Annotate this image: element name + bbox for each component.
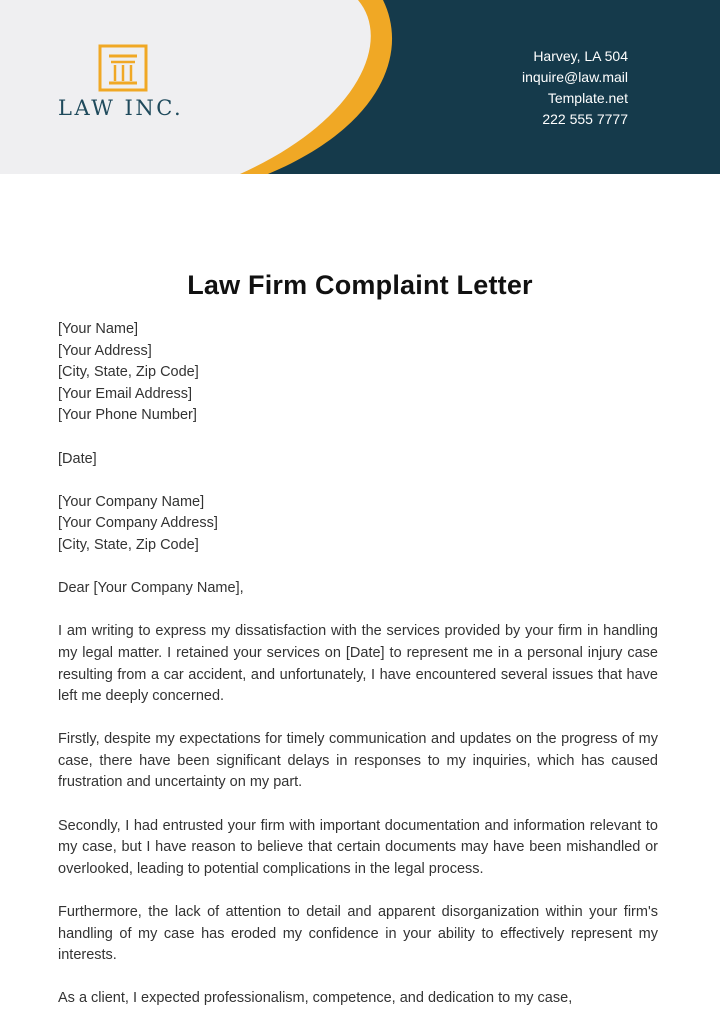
contact-website: Template.net bbox=[547, 90, 628, 106]
sender-address-block bbox=[58, 319, 658, 427]
body-paragraph: Secondly, I had entrusted your firm with important documentation and information relevant to my case, but I have reason to believe that certain documents may have been mishandled or overlooked, leading to potential complications in the legal process. bbox=[58, 817, 658, 877]
contact-phone: 222 555 7777 bbox=[542, 111, 628, 127]
body-paragraph: Furthermore, the lack of attention to detail and apparent disorganization within your firm's handling of my case has eroded my confidence in your ability to effectively represent my interests. bbox=[58, 904, 658, 964]
sender-line: [Your Address] bbox=[58, 342, 152, 359]
recipient-line: [Your Company Name] bbox=[58, 493, 205, 510]
document-title: Law Firm Complaint Letter bbox=[187, 270, 533, 300]
recipient-line: [Your Company Address] bbox=[58, 515, 218, 532]
contact-address: Harvey, LA 504 bbox=[533, 48, 628, 64]
pillar-building-logo-icon bbox=[98, 44, 148, 92]
sender-line: [Your Email Address] bbox=[58, 385, 193, 402]
salutation: Dear [Your Company Name], bbox=[58, 580, 244, 597]
recipient-line: [City, State, Zip Code] bbox=[58, 536, 199, 553]
body-paragraph: Firstly, despite my expectations for timely communication and updates on the progress of my case, there have been significant delays in responses to my inquiries, which has caused frustration and uncertainty on my part. bbox=[58, 731, 658, 791]
contact-email: inquire@law.mail bbox=[521, 69, 628, 85]
sender-line: [Your Phone Number] bbox=[58, 407, 197, 424]
date-line: [Date] bbox=[58, 450, 97, 467]
brand-name: LAW INC. bbox=[58, 96, 184, 120]
letter-body bbox=[58, 319, 658, 1032]
body-paragraph: As a client, I expected professionalism, competence, and dedication to my case, bbox=[58, 990, 573, 1007]
contact-block bbox=[522, 46, 628, 130]
sender-line: [City, State, Zip Code] bbox=[58, 364, 199, 381]
sender-line: [Your Name] bbox=[58, 321, 139, 337]
letterhead-header bbox=[0, 0, 720, 174]
recipient-address-block bbox=[58, 492, 658, 557]
body-paragraph: I am writing to express my dissatisfaction with the services provided by your firm in handling my legal matter. I retained your services on [Date] to represent me in a personal injury case resulting from a car accident, and unfortunately, I have encountered several issues that have left me deeply concerned. bbox=[58, 623, 658, 705]
